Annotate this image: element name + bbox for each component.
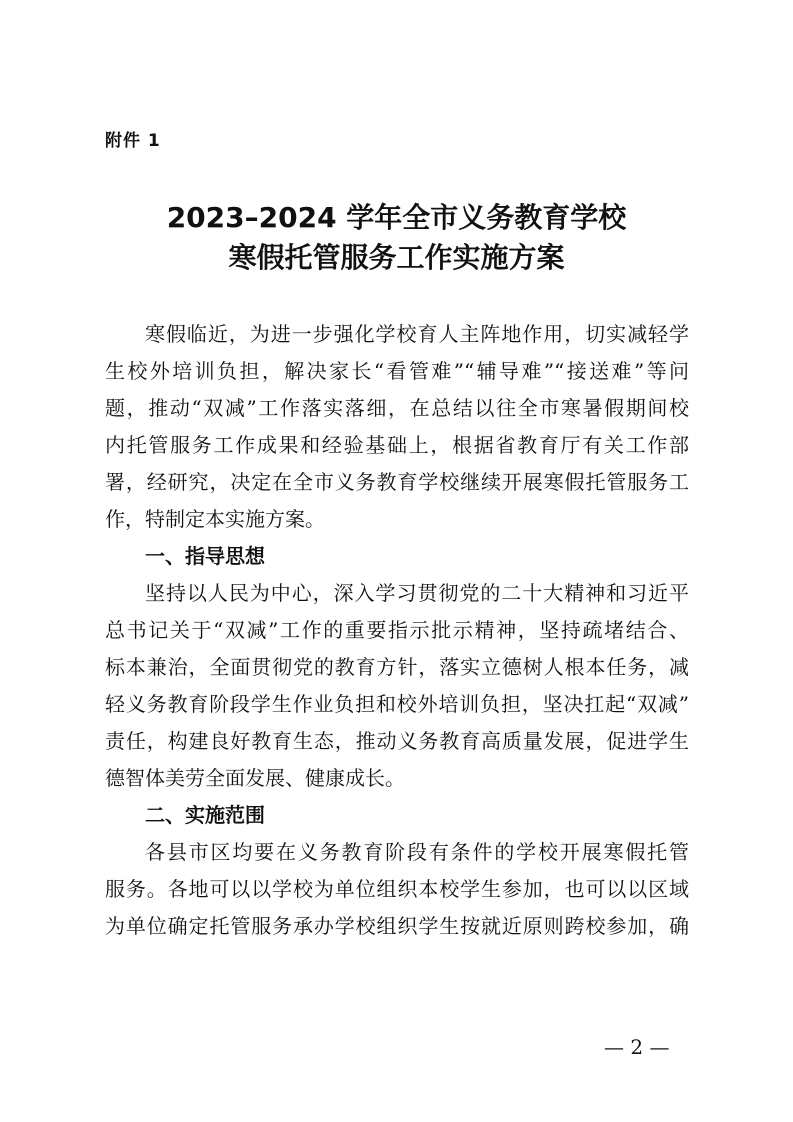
paragraph-1-line-6: 作，特制定本实施方案。 [105, 507, 325, 531]
attachment-label: 附件 1 [105, 131, 161, 151]
section-heading-2: 二、实施范围 [145, 803, 265, 827]
paragraph-1-line-4: 内托管服务工作成果和经验基础上，根据省教育厅有关工作部 [105, 433, 689, 457]
paragraph-3-line-2: 服务。各地可以以学校为单位组织本校学生参加，也可以以区域 [105, 877, 689, 901]
paragraph-3-line-1: 各县市区均要在义务教育阶段有条件的学校开展寒假托管 [145, 840, 689, 864]
paragraph-2-line-4: 轻义务教育阶段学生作业负担和校外培训负担，坚决扛起“双减” [105, 692, 689, 716]
paragraph-2-line-2: 总书记关于“双减”工作的重要指示批示精神，坚持疏堵结合、 [105, 618, 689, 642]
paragraph-1-line-2: 生校外培训负担，解决家长“看管难”“辅导难”“接送难”等问 [105, 359, 689, 383]
paragraph-2-line-5: 责任，构建良好教育生态，推动义务教育高质量发展，促进学生 [105, 729, 689, 753]
paragraph-2-line-1: 坚持以人民为中心，深入学习贯彻党的二十大精神和习近平 [145, 581, 689, 605]
document-title-line-1: 2023–2024 学年全市义务教育学校 [166, 201, 627, 234]
page-number: — 2 — [604, 1035, 670, 1059]
document-title-line-2: 寒假托管服务工作实施方案 [228, 241, 565, 274]
paragraph-1-line-1: 寒假临近，为进一步强化学校育人主阵地作用，切实减轻学 [145, 322, 689, 346]
paragraph-1-line-5: 署，经研究，决定在全市义务教育学校继续开展寒假托管服务工 [105, 470, 689, 494]
paragraph-2-line-6: 德智体美劳全面发展、健康成长。 [105, 766, 405, 790]
paragraph-1-line-3: 题，推动“双减”工作落实落细，在总结以往全市寒暑假期间校 [105, 396, 689, 420]
section-heading-1: 一、指导思想 [145, 544, 265, 568]
paragraph-3-line-3: 为单位确定托管服务承办学校组织学生按就近原则跨校参加，确 [105, 914, 689, 938]
paragraph-2-line-3: 标本兼治，全面贯彻党的教育方针，落实立德树人根本任务，减 [105, 655, 689, 679]
